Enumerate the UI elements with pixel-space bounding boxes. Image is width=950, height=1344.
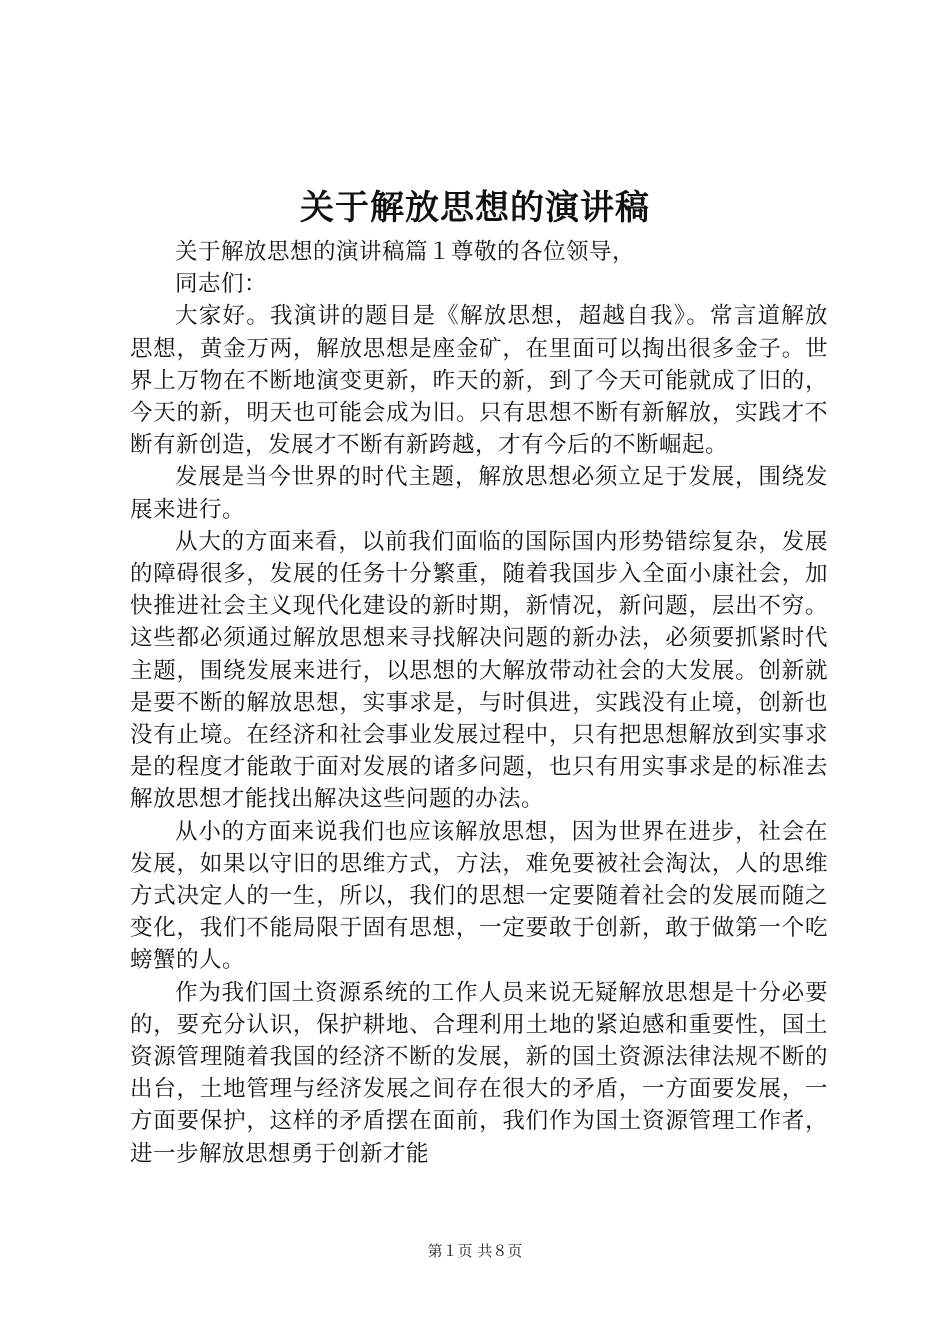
document-title: 关于解放思想的演讲稿 — [300, 188, 650, 228]
paragraph-greeting: 关于解放思想的演讲稿篇１尊敬的各位领导， — [175, 239, 636, 265]
paragraph-theme: 发展是当今世界的时代主题，解放思想必须立足于发展，围绕发展来进行。 — [130, 464, 828, 523]
paragraph-intro: 大家好。我演讲的题目是《解放思想，超越自我》。常言道解放思想，黄金万两，解放思想是座金矿，在里面可以掏出很多金子。世界上万物在不断地演变更新，昨天的新，到了今天可能就成了旧的，今天的新，明天也可能会成为旧。只有思想不断有新解放，实践才不断有新创造，发展才不断有新跨越，才有今后的不断崛起。 — [130, 303, 828, 459]
paragraph-land-resources: 作为我们国土资源系统的工作人员来说无疑解放思想是十分必要的，要充分认识，保护耕地、合理利用土地的紧迫感和重要性，国土资源管理随着我国的经济不断的发展，新的国土资源法律法规不断的出台，土地管理与经济发展之间存在很大的矛盾，一方面要发展，一方面要保护，这样的矛盾摆在面前，我们作为国土资源管理工作者，进一步解放思想勇于创新才能 — [130, 979, 828, 1167]
paragraph-big-picture: 从大的方面来看，以前我们面临的国际国内形势错综复杂，发展的障碍很多，发展的任务十分繁重，随着我国步入全面小康社会，加快推进社会主义现代化建设的新时期，新情况，新问题，层出不穷。这些都必须通过解放思想来寻找解决问题的新办法，必须要抓紧时代主题，围绕发展来进行，以思想的大解放带动社会的大发展。创新就是要不断的解放思想，实事求是，与时俱进，实践没有止境，创新也没有止境。在经济和社会事业发展过程中，只有把思想解放到实事求是的程度才能敢于面对发展的诸多问题，也只有用实事求是的标准去解放思想才能找出解决这些问题的办法。 — [130, 528, 828, 813]
paragraph-small-picture: 从小的方面来说我们也应该解放思想，因为世界在进步，社会在发展，如果以守旧的思维方式，方法，难免要被社会淘汰，人的思维方式决定人的一生，所以，我们的思想一定要随着社会的发展而随之变化，我们不能局限于固有思想，一定要敢于创新，敢于做第一个吃螃蟹的人。 — [130, 818, 828, 974]
document-body — [130, 236, 828, 1170]
page-footer: 第１页 共８页 — [427, 1242, 523, 1260]
paragraph-salutation: 同志们： — [175, 271, 268, 298]
